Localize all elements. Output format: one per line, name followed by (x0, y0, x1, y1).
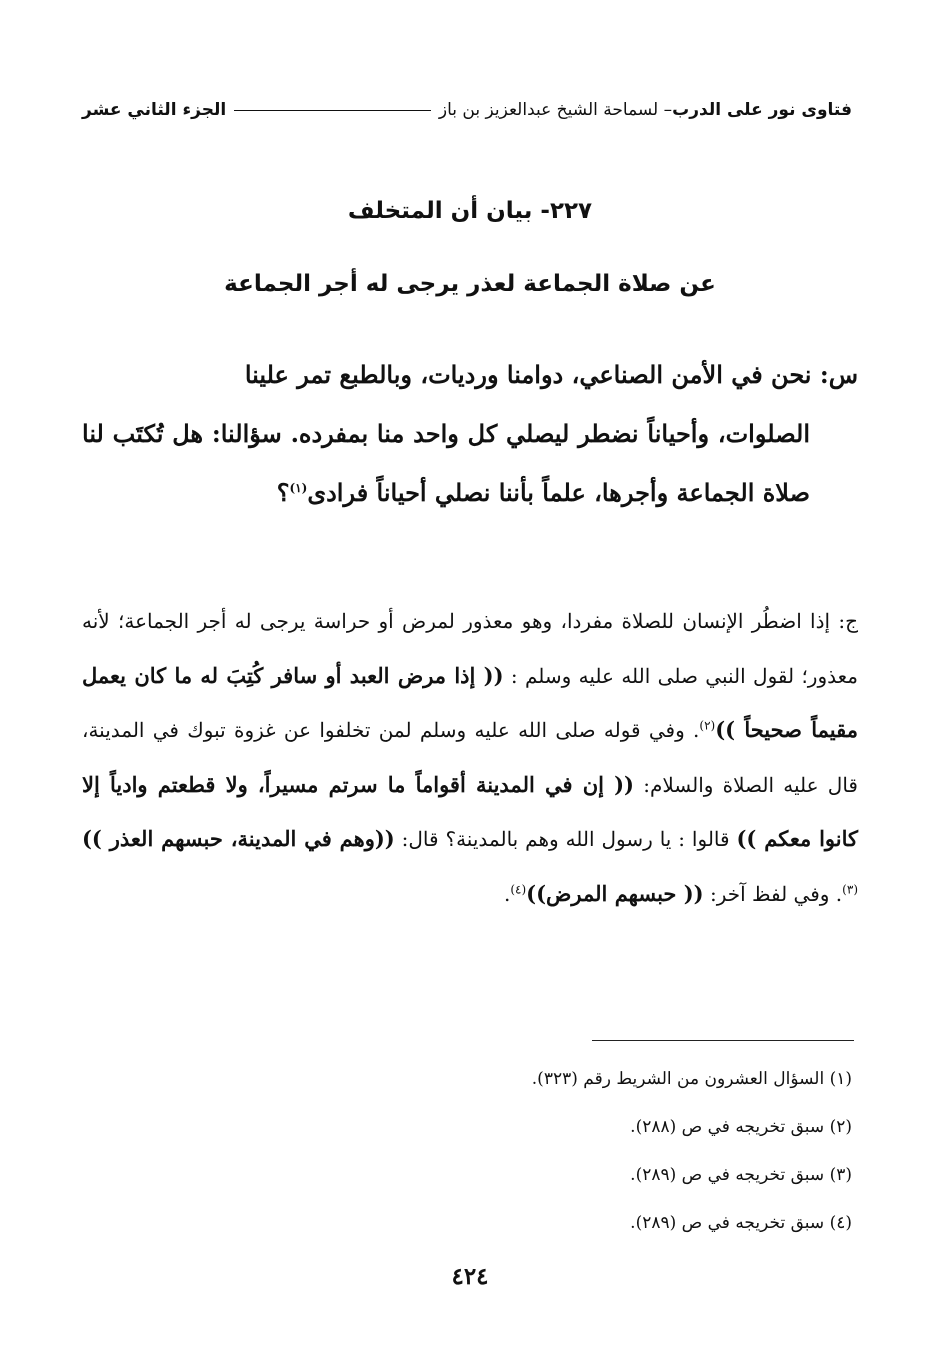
question-line-1: س: نحن في الأمن الصناعي، دوامنا ورديات، وبالطبع تمر علينا (244, 360, 858, 389)
page-number: ٤٢٤ (451, 1263, 489, 1290)
hadith-quote-1: (( إذا مرض العبد أو سافر كُتِبَ له ما كان يعمل مقيماً صحيحاً )) (82, 662, 858, 742)
footnotes (82, 1064, 852, 1256)
footnote-1: (١) السؤال العشرون من الشريط رقم (٣٢٣). (531, 1069, 852, 1089)
footnote-ref-2: (٢) (699, 718, 716, 733)
answer-text-5: . (503, 881, 511, 906)
footnote-separator (592, 1040, 854, 1041)
answer-text-2: . وفي قوله صلى الله عليه وسلم لمن تخلفوا عن غزوة تبوك في المدينة، قال عليه الصلاة والسلام: (82, 718, 858, 797)
footnote-3: (٣) سبق تخريجه في ص (٢٨٩). (630, 1165, 852, 1185)
question-mark: ؟ (276, 478, 290, 507)
fatwa-title-line-2: عن صلاة الجماعة لعذر يرجى له أجر الجماعة (224, 271, 716, 297)
question-continuation (82, 404, 858, 522)
footnote-4: (٤) سبق تخريجه في ص (٢٨٩). (630, 1213, 852, 1233)
footnote-ref-1: (١) (289, 481, 308, 495)
footnote-ref-3: (٣) (842, 881, 858, 896)
answer-text-3: قالوا : يا رسول الله وهم بالمدينة؟ قال: (394, 827, 737, 851)
answer-paragraph (82, 595, 858, 921)
hadith-quote-3: ((وهم في المدينة، حبسهم العذر )) (82, 826, 395, 851)
running-header (82, 100, 852, 120)
author-name: – لسماحة الشيخ عبدالعزيز بن باز (438, 100, 673, 120)
question-paragraph (82, 345, 858, 522)
fatwa-title-line-1: ٢٢٧- بيان أن المتخلف (347, 198, 593, 224)
answer-text-4: . وفي لفظ آخر: (703, 881, 843, 906)
header-rule (234, 110, 431, 111)
answer-text-1: ج: إذا اضطُر الإنسان للصلاة مفردا، وهو معذور لمرض أو حراسة يرجى له أجر الجماعة؛ لأنه معذور؛ لقول النبي صلى الله عليه وسلم : (82, 609, 858, 688)
footnote-2: (٢) سبق تخريجه في ص (٢٨٨). (630, 1117, 852, 1137)
hadith-quote-2: (( إن في المدينة أقواماً ما سرتم مسيراً، ولا قطعتم وادياً إلا كانوا معكم )) (82, 771, 858, 851)
hadith-quote-4: (( حبسهم المرض)) (526, 880, 704, 906)
volume-label: الجزء الثاني عشر (82, 100, 227, 120)
book-title: فتاوى نور على الدرب (672, 100, 852, 120)
footnote-ref-4: (٤) (510, 881, 527, 896)
question-text: الصلوات، وأحياناً نضطر ليصلي كل واحد منا بمفرده. سؤالنا: هل تُكتَب لنا صلاة الجماعة وأجرها، علماً بأننا نصلي أحياناً فرادى (82, 419, 810, 507)
